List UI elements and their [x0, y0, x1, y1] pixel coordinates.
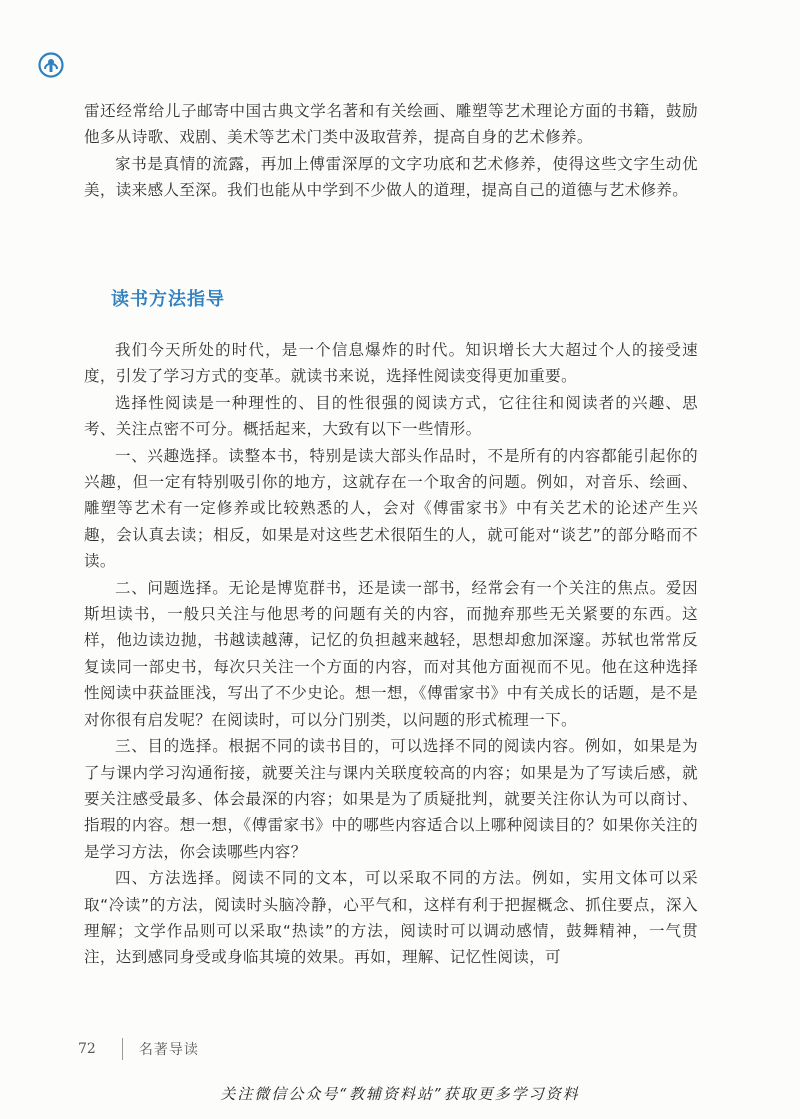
footer-divider — [122, 1038, 123, 1060]
body-paragraph: 四、方法选择。阅读不同的文本，可以采取不同的方法。例如，实用文体可以采取“冷读”的方法，阅读时头脑冷静，心平气和，这样有利于把握概念、抓住要点，深入理解；文学作品则可以采取“热读”的方法，阅读时可以调动感情，鼓舞精神，一气贯注，达到感同身受或身临其境的效果。再如，理解、记忆性阅读，可 — [84, 869, 698, 967]
section-title: 读书方法指导 — [111, 289, 225, 310]
body-paragraph: 选择性阅读是一种理性的、目的性很强的阅读方式，它往往和阅读者的兴趣、思考、关注点密不可分。概括起来，大致有以下一些情形。 — [84, 393, 698, 439]
body-paragraph: 我们今天所处的时代，是一个信息爆炸的时代。知识增长大大超过个人的接受速度，引发了学习方式的变革。就读书来说，选择性阅读变得更加重要。 — [84, 341, 698, 386]
intro-paragraph: 雷还经常给儿子邮寄中国古典文学名著和有关绘画、雕塑等艺术理论方面的书籍，鼓励他多从诗歌、戏剧、美术等艺术门类中汲取营养，提高自身的艺术修养。 — [84, 102, 698, 147]
page-number: 72 — [78, 1041, 96, 1057]
body-paragraph: 二、问题选择。无论是博览群书，还是读一部书，经常会有一个关注的焦点。爱因斯坦读书，一般只关注与他思考的问题有关的内容，而抛弃那些无关紧要的东西。这样，他边读边抛，书越读越薄，记忆的负担越来越轻，思想却愈加深邃。苏轼也常常反复读同一部史书，每次只关注一个方面的内容，而对其他方面视而不见。他在这种选择性阅读中获益匪浅，写出了不少史论。想一想，《傅雷家书》中有关成长的话题，是不是对你很有启发呢？在阅读时，可以分门别类，以问题的形式梳理一下。 — [84, 578, 698, 729]
section-body — [84, 337, 698, 971]
body-paragraph: 一、兴趣选择。读整本书，特别是读大部头作品时，不是所有的内容都能引起你的兴趣，但一定有特别吸引你的地方，这就存在一个取舍的问题。例如，对音乐、绘画、雕塑等艺术有一定修养或比较熟悉的人，会对《傅雷家书》中有关艺术的论述产生兴趣，会认真去读；相反，如果是对这些艺术很陌生的人，就可能对“谈艺”的部分略而不读。 — [84, 446, 698, 571]
watermark-text: 关注微信公众号“教辅资料站”获取更多学习资料 — [220, 1085, 580, 1103]
body-paragraph: 三、目的选择。根据不同的读书目的，可以选择不同的阅读内容。例如，如果是为了与课内学习沟通衔接，就要关注与课内关联度较高的内容；如果是为了写读后感，就要关注感受最多、体会最深的内容；如果是为了质疑批判，就要关注你认为可以商讨、指瑕的内容。想一想，《傅雷家书》中的哪些内容适合以上哪种阅读目的？如果你关注的是学习方法，你会读哪些内容？ — [84, 737, 698, 861]
intro-text — [84, 98, 698, 204]
publisher-logo-icon — [38, 52, 64, 78]
book-title: 名著导读 — [138, 1042, 199, 1058]
page-footer — [78, 1038, 199, 1060]
intro-paragraph: 家书是真情的流露，再加上傅雷深厚的文字功底和艺术修养，使得这些文字生动优美，读来感人至深。我们也能从中学到不少做人的道理，提高自己的道德与艺术修养。 — [84, 154, 698, 200]
